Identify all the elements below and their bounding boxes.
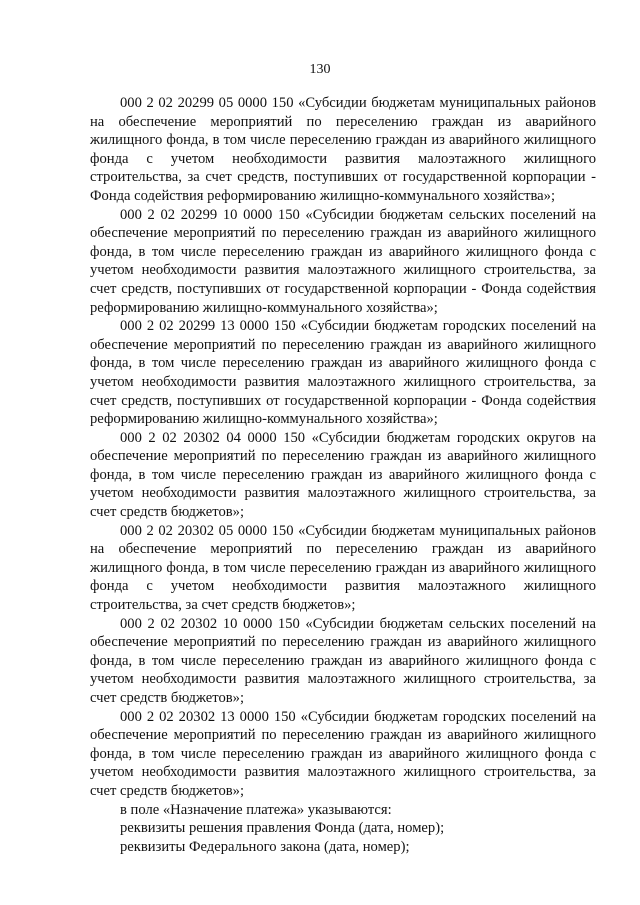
- page-number: 130: [309, 62, 331, 77]
- fund-decision-requisites-line: реквизиты решения правления Фонда (дата, номер);: [120, 820, 445, 837]
- document-body: [90, 94, 596, 856]
- paragraph-budget-code-20302-04: 000 2 02 20302 04 0000 150 «Субсидии бюджетам городских округов на обеспечение мероприятий по переселению граждан из аварийного жилищного фонда, в том числе переселению граждан из аварийного жилищного фонда с учетом необходимости развития малоэтажного жилищного строительства, за счет средств бюджетов»;: [90, 429, 596, 521]
- payment-purpose-intro: в поле «Назначение платежа» указываются:: [120, 801, 392, 818]
- paragraph-budget-code-20302-05: 000 2 02 20302 05 0000 150 «Субсидии бюджетам муниципальных районов на обеспечение мероприятий по переселению граждан из аварийного жилищного фонда, в том числе переселению граждан из аварийного жилищного фонда с учетом необходимости развития малоэтажного жилищного строительства, за счет средств бюджетов»;: [90, 522, 596, 614]
- paragraph-budget-code-20302-10: 000 2 02 20302 10 0000 150 «Субсидии бюджетам сельских поселений на обеспечение мероприятий по переселению граждан из аварийного жилищного фонда, в том числе переселению граждан из аварийного жилищного фонда с учетом необходимости развития малоэтажного жилищного строительства, за счет средств бюджетов»;: [90, 615, 596, 706]
- paragraph-budget-code-20299-13: 000 2 02 20299 13 0000 150 «Субсидии бюджетам городских поселений на обеспечение мероприятий по переселению граждан из аварийного жилищного фонда, в том числе переселению граждан из аварийного жилищного фонда с учетом необходимости развития малоэтажного жилищного строительства, за счет средств, поступивших от государственной корпорации - Фонда содействия реформированию жилищно-коммунального хозяйства»;: [90, 318, 596, 428]
- federal-law-requisites-line: реквизиты Федерального закона (дата, номер);: [120, 838, 410, 855]
- paragraph-budget-code-20299-10: 000 2 02 20299 10 0000 150 «Субсидии бюджетам сельских поселений на обеспечение мероприятий по переселению граждан из аварийного жилищного фонда, в том числе переселению граждан из аварийного жилищного фонда с учетом необходимости развития малоэтажного жилищного строительства, за счет средств, поступивших от государственной корпорации - Фонда содействия реформированию жилищно-коммунального хозяйства»;: [90, 206, 596, 316]
- paragraph-budget-code-20299-05: 000 2 02 20299 05 0000 150 «Субсидии бюджетам муниципальных районов на обеспечение мероприятий по переселению граждан из аварийного жилищного фонда, в том числе переселению граждан из аварийного жилищного фонда с учетом необходимости развития малоэтажного жилищного строительства, за счет средств, поступивших от государственной корпорации - Фонда содействия реформированию жилищно-коммунального хозяйства»;: [90, 95, 596, 204]
- paragraph-budget-code-20302-13: 000 2 02 20302 13 0000 150 «Субсидии бюджетам городских поселений на обеспечение мероприятий по переселению граждан из аварийного жилищного фонда, в том числе переселению граждан из аварийного жилищного фонда с учетом необходимости развития малоэтажного жилищного строительства, за счет средств бюджетов»;: [90, 708, 596, 799]
